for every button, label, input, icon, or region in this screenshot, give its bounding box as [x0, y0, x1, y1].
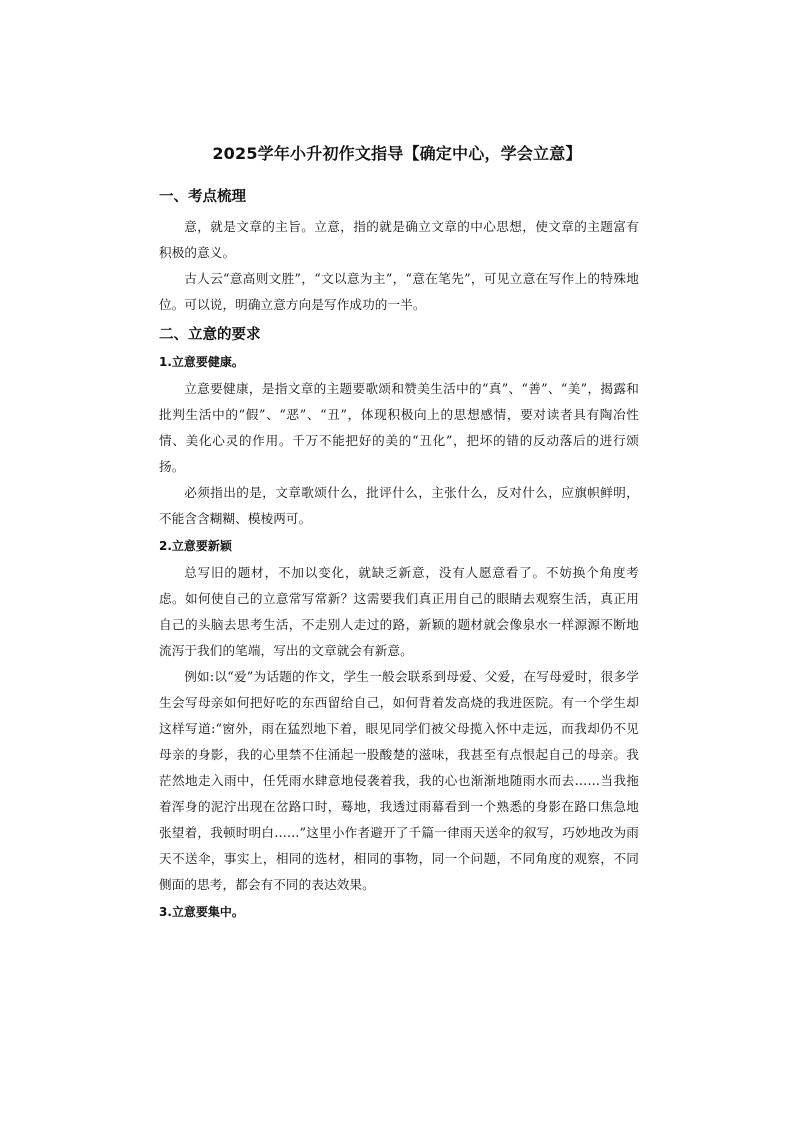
section-kaodian-shuli [159, 186, 639, 318]
subsection-heading: 1.立意要健康。 [159, 355, 244, 369]
section-liyi-yaoqiu [159, 324, 639, 922]
paragraph: 例如:以“爱”为话题的作文，学生一般会联系到母爱、父爱，在写母爱时，很多学生会写母亲如何把好吃的东西留给自己，如何背着发高烧的我进医院。有一个学生却这样写道:“窗外，雨在猛烈地下着，眼见同学们被父母揽入怀中走远，而我却仍不见母亲的身影，我的心里禁不住涌起一股酸楚的滋味，我甚至有点恨起自己的母亲。我茫然地走入雨中，任凭雨水肆意地侵袭着我，我的心也渐渐地随雨水而去……当我拖着浑身的泥泞出现在岔路口时，蓦地，我透过雨幕看到一个熟悉的身影在路口焦急地张望着，我顿时明白……”这里小作者避开了千篇一律雨天送伞的叙写，巧妙地改为雨天不送伞，事实上，相同的选材，相同的事物，同一个问题，不同角度的观察，不同侧面的思考，都会有不同的表达效果。 [159, 669, 639, 892]
section-heading: 一、考点梳理 [159, 189, 246, 205]
subsection-jiankang [159, 352, 639, 532]
paragraph: 必须指出的是，文章歌颂什么，批评什么，主张什么，反对什么，应旗帜鲜明，不能含含糊糊、模棱两可。 [159, 485, 639, 526]
subsection-heading: 3.立意要集中。 [159, 905, 244, 919]
paragraph: 立意要健康，是指文章的主题要歌颂和赞美生活中的“真”、“善”、“美”，揭露和批判生活中的“假”、“恶”、“丑”，体现积极向上的思想感情，要对读者具有陶冶性情、美化心灵的作用。千万不能把好的美的“丑化”，把坏的错的反动落后的进行颂扬。 [159, 381, 639, 474]
paragraph: 古人云“意高则文胜”，“文以意为主”，“意在笔先”，可见立意在写作上的特殊地位。可以说，明确立意方向是写作成功的一半。 [159, 271, 639, 312]
paragraph: 意，就是文章的主旨。立意，指的就是确立文章的中心思想，使文章的主题富有积极的意义。 [159, 219, 639, 260]
section-heading: 二、立意的要求 [159, 327, 261, 343]
subsection-heading: 2.立意要新颖 [159, 539, 232, 553]
subsection-jizhong [159, 902, 639, 922]
document-title: 2025学年小升初作文指导【确定中心，学会立意】 [212, 144, 582, 163]
subsection-xinying [159, 536, 639, 898]
paragraph: 总写旧的题材，不加以变化，就缺乏新意，没有人愿意看了。不妨换个角度考虑。如何使自己的立意常写常新？这需要我们真正用自己的眼睛去观察生活，真正用自己的头脑去思考生活，不走别人走过的路，新颖的题材就会像泉水一样源源不断地流泻于我们的笔端，写出的文章就会有新意。 [159, 565, 639, 658]
document-body [159, 186, 639, 926]
